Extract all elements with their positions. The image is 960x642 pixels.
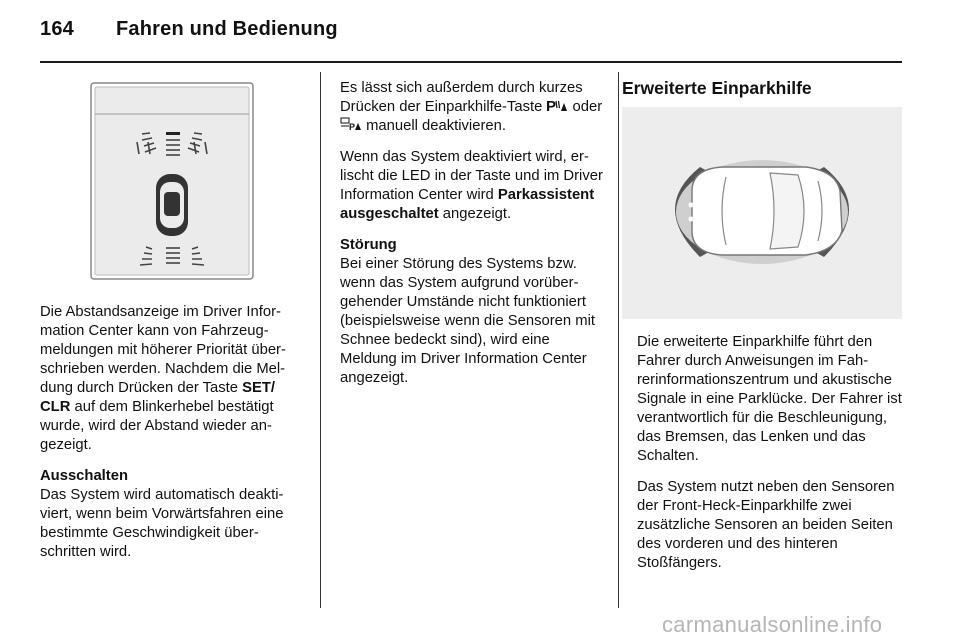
watermark-text: carmanualsonline.info: [662, 612, 883, 637]
park-assist-button-icon: [546, 98, 568, 112]
text: manuell deaktivieren.: [362, 118, 506, 134]
paragraph-display-override: [40, 303, 308, 455]
paragraph-auto-deactivate: Das System wird automatisch deaktiviert, wenn beim Vorwärtsfahren eine bestimmte Geschwindigkeit überschritten wird.: [40, 487, 284, 560]
paragraph-led-off: [340, 148, 605, 224]
text: Wenn das System deaktiviert wird, erlischt die LED in der Taste und im Driver Information Center wird: [340, 149, 603, 203]
page-header: [40, 18, 338, 41]
page-number: 164: [40, 18, 74, 40]
column-left: [40, 303, 308, 574]
text: oder: [568, 99, 603, 115]
text: Es lässt sich außerdem durch kurzes Drücken der Einparkhilfe-Taste: [340, 80, 583, 115]
heading-switch-off: Ausschalten: [40, 468, 128, 484]
section-title: Erweiterte Einparkhilfe: [622, 78, 812, 98]
svg-text:P: P: [349, 122, 356, 131]
column-middle: [340, 79, 605, 400]
distance-display-illustration: [90, 82, 254, 280]
paragraph-manual-deactivate: [340, 79, 605, 136]
svg-text:P: P: [546, 98, 557, 112]
text: Die Abstandsanzeige im Driver Information Center kann von Fahrzeugmeldungen mit höherer Priorität überschrieben werden. Nachdem die Meldung durch Drücken der Taste: [40, 304, 286, 396]
column-right: [637, 333, 902, 585]
header-rule: [40, 61, 902, 63]
text: angezeigt.: [438, 206, 512, 222]
paragraph-fault: Bei einer Störung des Systems bzw. wenn das System aufgrund vorübergehender Umstände nicht funktioniert (beispielsweise wenn die Sensoren mit Schnee bedeckt sind), wird eine Meldung im Driver Information Center angezeigt.: [340, 256, 595, 386]
button-label-set-clr: SET/ CLR: [40, 380, 275, 415]
advanced-park-assist-illustration: [622, 107, 902, 319]
heading-fault: Störung: [340, 237, 397, 253]
column-divider-2: [618, 72, 619, 608]
advanced-park-assist-button-icon: [340, 117, 362, 131]
paragraph-sensor-description: Das System nutzt neben den Sensoren der Front-Heck-Einparkhilfe zwei zusätzliche Sensoren an beiden Seiten des vorderen und des hinteren Stoßfängers.: [637, 479, 895, 571]
paragraph-feature-description: Die erweiterte Einparkhilfe führt den Fahrer durch Anweisungen im Fahrerinformationszentrum und akustische Signale in eine Parklücke. Der Fahrer ist verantwortlich für die Beschleunigung, das Bremsen, das Lenken und das Schalten.: [637, 334, 902, 464]
text: auf dem Blinkerhebel bestätigt wurde, wird der Abstand wieder angezeigt.: [40, 399, 274, 453]
page-title: Fahren und Bedienung: [116, 18, 338, 40]
car-icon: [156, 174, 188, 236]
column-divider-1: [320, 72, 321, 608]
display-message: Parkassistent ausgeschaltet: [340, 187, 595, 222]
